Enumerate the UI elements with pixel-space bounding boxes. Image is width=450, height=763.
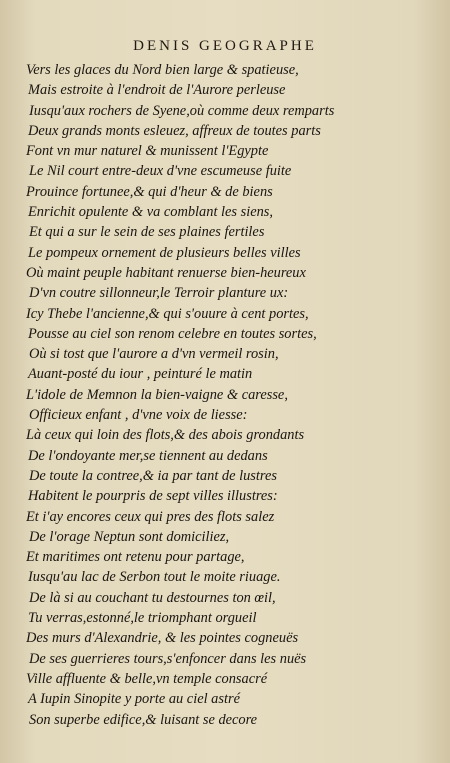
verse-line: D'vn coutre sillonneur,le Terroir planture ux: xyxy=(29,285,289,302)
verse-line: De toute la contree,& ia par tant de lustres xyxy=(29,467,277,484)
verse-line: Ville affluente & belle,vn temple consacré xyxy=(26,670,268,687)
verse-line: Le pompeux ornement de plusieurs belles villes xyxy=(28,244,301,261)
verse-line: Et i'ay encores ceux qui pres des flots salez xyxy=(26,508,275,525)
verse-line: Où si tost que l'aurore a d'vn vermeil rosin, xyxy=(29,346,279,363)
verse-line: Le Nil court entre-deux d'vne escumeuse fuite xyxy=(29,163,292,180)
verse-line: De ses guerrieres tours,s'enfoncer dans les nuës xyxy=(29,650,307,667)
verse-line: Tu verras,estonné,le triomphant orgueil xyxy=(28,610,257,627)
verse-line: Et maritimes ont retenu pour partage, xyxy=(26,549,245,566)
verse-line: Prouince fortunee,& qui d'heur & de biens xyxy=(26,183,273,200)
verse-line: Iusqu'au lac de Serbon tout le moite riuage. xyxy=(28,569,281,586)
verse-line: Enrichit opulente & va comblant les siens, xyxy=(28,204,273,221)
verse-list xyxy=(26,60,436,730)
verse-line: Iusqu'aux rochers de Syene,où comme deux remparts xyxy=(29,102,335,119)
verse-line: Et qui a sur le sein de ses plaines fertiles xyxy=(29,224,265,241)
verse-line: L'idole de Memnon la bien-vaigne & caresse, xyxy=(26,386,288,403)
verse-line: De là si au couchant tu destournes ton œil, xyxy=(29,589,276,606)
verse-line: Deux grands monts esleuez, affreux de toutes parts xyxy=(28,122,321,139)
verse-line: Des murs d'Alexandrie, & les pointes cogneuës xyxy=(26,630,299,647)
verse-line: Font vn mur naturel & munissent l'Egypte xyxy=(26,143,269,160)
verse-line: Officieux enfant , d'vne voix de liesse: xyxy=(29,407,248,424)
verse-line: De l'orage Neptun sont domiciliez, xyxy=(29,528,230,545)
verse-line: De l'ondoyante mer,se tiennent au dedans xyxy=(28,447,268,464)
verse-line: A Iupin Sinopite y porte au ciel astré xyxy=(28,691,240,708)
verse-line: Où maint peuple habitant renuerse bien-heureux xyxy=(26,264,306,281)
verse-line: Habitent le pourpris de sept villes illustres: xyxy=(28,488,278,505)
verse-line: Là ceux qui loin des flots,& des abois grondants xyxy=(26,427,305,444)
running-head: DENIS GEOGRAPHE xyxy=(133,38,317,54)
verse-line: Mais estroite à l'endroit de l'Aurore perleuse xyxy=(28,82,286,99)
verse-line: Auant-posté du iour , peinturé le matin xyxy=(28,366,253,383)
verse-line: Icy Thebe l'ancienne,& qui s'ouure à cent portes, xyxy=(26,305,309,322)
verse-line: Son superbe edifice,& luisant se decore xyxy=(29,711,258,728)
verse-line: Pousse au ciel son renom celebre en toutes sortes, xyxy=(28,325,317,342)
verse-line: Vers les glaces du Nord bien large & spatieuse, xyxy=(26,62,299,78)
